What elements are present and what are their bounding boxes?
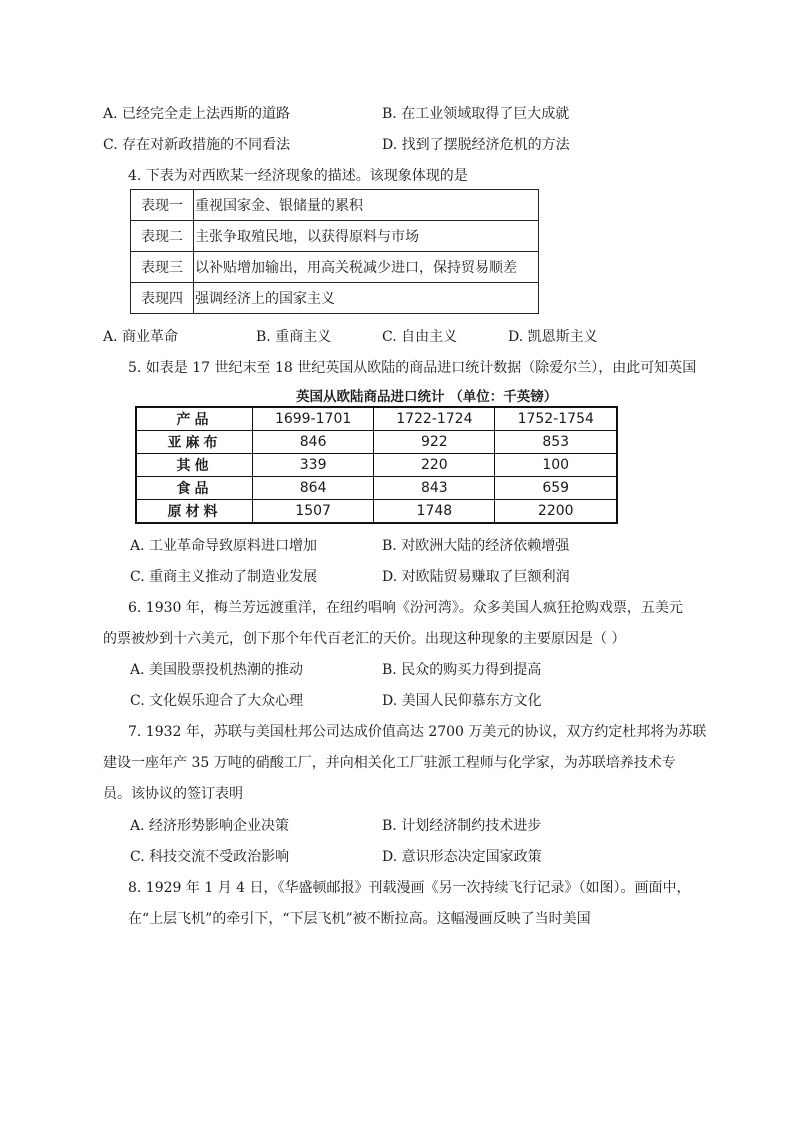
q8-line-2: 在“上层飞机”的牵引下，“下层飞机”被不断拉高。这幅漫画反映了当时美国: [128, 911, 591, 927]
row-text: 强调经济上的国家主义: [194, 283, 539, 314]
table-cell: 853: [495, 431, 617, 454]
table-cell: 846: [253, 431, 374, 454]
table-row: [136, 500, 617, 524]
row-text: 重视国家金、银储量的累积: [194, 190, 539, 221]
table-cell: 2200: [495, 500, 617, 524]
header-cell: 1752-1754: [495, 407, 617, 431]
q4-option-d: D. 凯恩斯主义: [508, 329, 598, 345]
table-cell: 食品: [136, 477, 253, 500]
row-label: 表现三: [131, 252, 194, 283]
q5-stem: 5. 如表是 17 世纪末至 18 世纪英国从欧陆的商品进口统计数据（除爱尔兰），由此可知英国: [128, 360, 697, 376]
table-cell: 其他: [136, 454, 253, 477]
q6-option-c: C. 文化娱乐迎合了大众心理: [130, 693, 304, 709]
q7-line-1: 7. 1932 年，苏联与美国杜邦公司达成价值高达 2700 万美元的协议，双方约定杜邦将为苏联: [128, 724, 707, 740]
q7-option-d: D. 意识形态决定国家政策: [382, 849, 542, 865]
q4-option-b: B. 重商主义: [256, 329, 332, 345]
table-row: [136, 454, 617, 477]
table-cell: 1507: [253, 500, 374, 524]
table-row: [136, 477, 617, 500]
q4-table: [130, 189, 539, 314]
table-cell: 100: [495, 454, 617, 477]
q6-line-2: 的票被炒到十六美元，创下那个年代百老汇的天价。出现这种现象的主要原因是（ ）: [103, 631, 626, 647]
table-row: [131, 283, 539, 314]
q5-option-b: B. 对欧洲大陆的经济依赖增强: [382, 538, 570, 554]
q6-option-a: A. 美国股票投机热潮的推动: [130, 662, 304, 678]
q3-option-d: D. 找到了摆脱经济危机的方法: [382, 137, 570, 153]
q3-option-a: A. 已经完全走上法西斯的道路: [103, 106, 291, 122]
q5-option-a: A. 工业革命导致原料进口增加: [130, 538, 318, 554]
table-header-row: [136, 407, 617, 431]
q5-table-caption: 英国从欧陆商品进口统计 （单位：千英镑）: [296, 389, 558, 405]
table-cell: 922: [374, 431, 495, 454]
table-cell: 220: [374, 454, 495, 477]
table-row: [131, 252, 539, 283]
header-cell: 1699-1701: [253, 407, 374, 431]
table-row: [131, 190, 539, 221]
q6-option-b: B. 民众的购买力得到提高: [382, 662, 542, 678]
q4-option-c: C. 自由主义: [382, 329, 458, 345]
q7-option-c: C. 科技交流不受政治影响: [130, 849, 290, 865]
header-cell: 产品: [136, 407, 253, 431]
q7-line-3: 员。该协议的签订表明: [103, 786, 243, 802]
table-cell: 843: [374, 477, 495, 500]
table-cell: 864: [253, 477, 374, 500]
q3-option-b: B. 在工业领域取得了巨大成就: [382, 106, 570, 122]
q7-line-2: 建设一座年产 35 万吨的硝酸工厂，并向相关化工厂驻派工程师与化学家，为苏联培养技术专: [103, 755, 676, 771]
table-cell: 659: [495, 477, 617, 500]
table-cell: 亚麻布: [136, 431, 253, 454]
row-text: 以补贴增加输出，用高关税减少进口，保持贸易顺差: [194, 252, 539, 283]
table-row: [136, 431, 617, 454]
q5-table: [135, 406, 618, 524]
q6-line-1: 6. 1930 年，梅兰芳远渡重洋，在纽约唱响《汾河湾》。众多美国人疯狂抢购戏票，五美元: [128, 600, 683, 616]
q4-option-a: A. 商业革命: [103, 329, 179, 345]
q8-line-1: 8. 1929 年 1 月 4 日，《华盛顿邮报》刊载漫画《另一次持续飞行记录》（如图）。画面中，: [128, 880, 691, 896]
q5-option-c: C. 重商主义推动了制造业发展: [130, 569, 318, 585]
q7-option-b: B. 计划经济制约技术进步: [382, 818, 542, 834]
q7-option-a: A. 经济形势影响企业决策: [130, 818, 290, 834]
row-label: 表现二: [131, 221, 194, 252]
q3-option-c: C. 存在对新政措施的不同看法: [103, 137, 291, 153]
header-cell: 1722-1724: [374, 407, 495, 431]
q6-option-d: D. 美国人民仰慕东方文化: [382, 693, 542, 709]
q5-option-d: D. 对欧陆贸易赚取了巨额利润: [382, 569, 570, 585]
q4-stem: 4. 下表为对西欧某一经济现象的描述。该现象体现的是: [128, 168, 468, 184]
row-label: 表现一: [131, 190, 194, 221]
table-cell: 原材料: [136, 500, 253, 524]
table-cell: 1748: [374, 500, 495, 524]
row-text: 主张争取殖民地，以获得原料与市场: [194, 221, 539, 252]
table-cell: 339: [253, 454, 374, 477]
table-row: [131, 221, 539, 252]
row-label: 表现四: [131, 283, 194, 314]
